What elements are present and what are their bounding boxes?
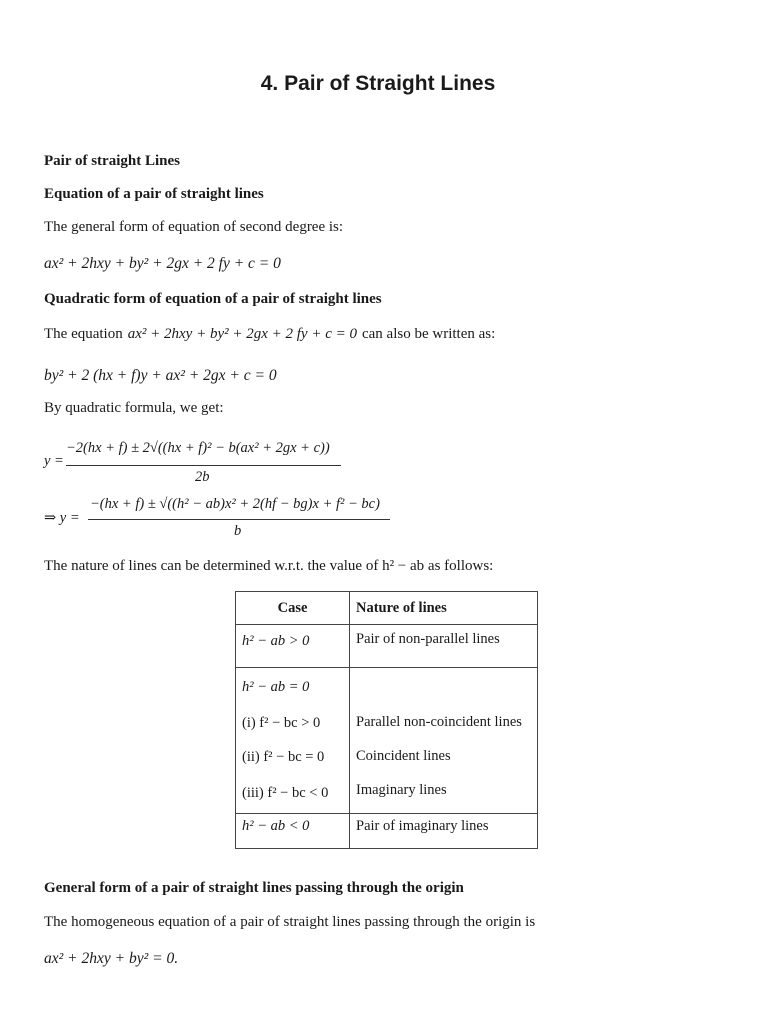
formula1-fraction-bar — [66, 465, 341, 466]
equation-sentence — [44, 326, 495, 343]
inline-equation: ax² + 2hxy + by² + 2gx + 2 fy + c = 0 — [127, 326, 357, 342]
formula2-lhs: ⇒ y = — [44, 510, 80, 526]
section-heading-quadratic-form: Quadratic form of equation of a pair of straight lines — [44, 291, 382, 307]
table-row — [236, 814, 538, 849]
table-header-row — [236, 592, 538, 625]
nature-cell: Parallel non-coincident lines — [356, 714, 522, 730]
section-heading-equation: Equation of a pair of straight lines — [44, 186, 264, 202]
page-title: 4. Pair of Straight Lines — [260, 72, 496, 95]
section-heading-pair-of-lines: Pair of straight Lines — [44, 153, 180, 169]
equation-suffix: can also be written as: — [361, 326, 496, 342]
case-cell: (i) f² − bc > 0 — [242, 715, 321, 731]
case-cell: h² − ab > 0 — [242, 633, 310, 649]
quadratic-equation: by² + 2 (hx + f)y + ax² + 2gx + c = 0 — [44, 367, 277, 384]
column-header-case: Case — [236, 592, 350, 625]
table-row — [236, 668, 538, 814]
formula1-numerator: −2(hx + f) ± 2√((hx + f)² − b(ax² + 2gx + c)) — [66, 440, 330, 456]
nature-cell: Coincident lines — [356, 748, 451, 764]
nature-text: The nature of lines can be determined w.r.t. the value of h² − ab as follows: — [44, 558, 494, 574]
section-heading-origin: General form of a pair of straight lines passing through the origin — [44, 880, 464, 896]
column-header-nature: Nature of lines — [350, 592, 538, 625]
nature-cell: Imaginary lines — [356, 782, 447, 798]
equation-prefix: The equation — [44, 326, 123, 342]
nature-cell: Pair of imaginary lines — [356, 818, 489, 834]
table-row — [236, 625, 538, 668]
formula2-numerator: −(hx + f) ± √((h² − ab)x² + 2(hf − bg)x + f² − bc) — [90, 496, 380, 512]
quadratic-formula-text: By quadratic formula, we get: — [44, 400, 224, 416]
general-equation: ax² + 2hxy + by² + 2gx + 2 fy + c = 0 — [44, 255, 281, 272]
formula2-fraction-bar — [88, 519, 390, 520]
formula1-lhs: y = — [44, 453, 64, 469]
homogeneous-text: The homogeneous equation of a pair of straight lines passing through the origin is — [44, 914, 536, 930]
nature-of-lines-table — [235, 591, 538, 849]
case-cell: h² − ab = 0 — [242, 679, 310, 695]
general-form-text: The general form of equation of second degree is: — [44, 219, 344, 235]
homogeneous-equation: ax² + 2hxy + by² = 0. — [44, 950, 179, 967]
formula2-denominator: b — [234, 523, 242, 539]
case-cell: (iii) f² − bc < 0 — [242, 785, 329, 801]
nature-cell: Pair of non-parallel lines — [356, 631, 500, 647]
case-cell: h² − ab < 0 — [242, 818, 310, 834]
case-cell: (ii) f² − bc = 0 — [242, 749, 325, 765]
formula1-denominator: 2b — [195, 469, 210, 485]
